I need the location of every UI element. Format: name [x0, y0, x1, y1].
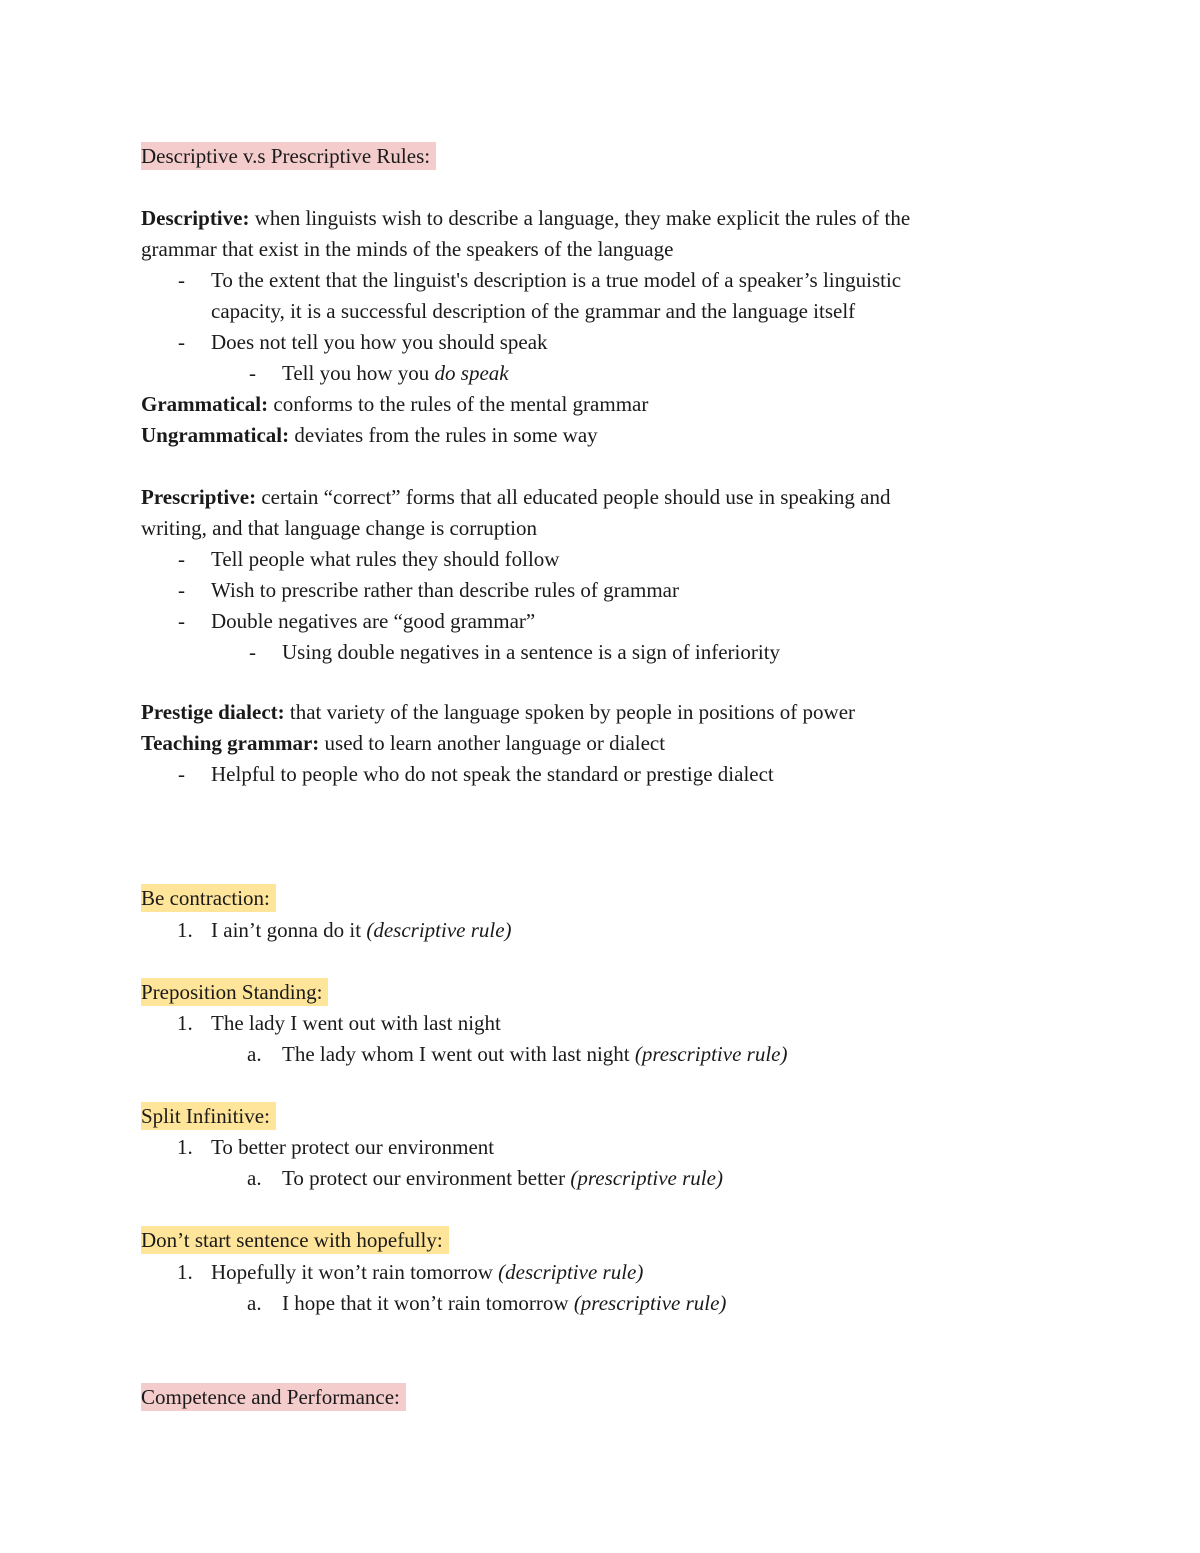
descriptive-bullet-1-line2: capacity, it is a successful description of the grammar and the language itself	[211, 299, 856, 323]
descriptive-def: when linguists wish to describe a language, they make explicit the rules of the	[249, 206, 911, 230]
prescriptive-bullet-1: Tell people what rules they should follow	[211, 547, 560, 571]
heading-highlight: Split Infinitive:	[141, 1102, 276, 1130]
example-text: To protect our environment better	[282, 1166, 571, 1190]
sub-bullet-dash: -	[249, 361, 256, 385]
bullet-dash: -	[178, 578, 185, 602]
teaching-grammar-definition	[141, 730, 665, 756]
grammatical-term: Grammatical:	[141, 392, 269, 416]
competence-performance-heading	[141, 1384, 406, 1410]
grammatical-def: conforms to the rules of the mental grammar	[268, 392, 649, 416]
sub-bullet-text: Tell you how you	[282, 361, 435, 385]
descriptive-definition-line1	[141, 205, 910, 231]
prescriptive-definition-line1	[141, 484, 890, 510]
sub-bullet-dash: -	[249, 640, 256, 664]
prescriptive-sub-bullet: Using double negatives in a sentence is a sign of inferiority	[282, 640, 781, 664]
list-number: 1.	[177, 1011, 193, 1035]
descriptive-bullet-1-line1: To the extent that the linguist's description is a true model of a speaker’s linguistic	[211, 268, 902, 292]
example-note: (prescriptive rule)	[573, 1291, 727, 1315]
heading-highlight: Don’t start sentence with hopefully:	[141, 1226, 449, 1254]
example-note: (descriptive rule)	[498, 1260, 644, 1284]
split-item: To better protect our environment	[211, 1135, 495, 1159]
ungrammatical-definition	[141, 422, 598, 448]
sub-bullet-italic: do speak	[434, 361, 509, 385]
prescriptive-bullet-3: Double negatives are “good grammar”	[211, 609, 536, 633]
descriptive-term: Descriptive:	[141, 206, 250, 230]
list-number: 1.	[177, 1135, 193, 1159]
hopefully-item	[211, 1259, 643, 1285]
example-note: (prescriptive rule)	[634, 1042, 788, 1066]
prescriptive-definition-line2: writing, and that language change is corruption	[141, 516, 537, 540]
hopefully-heading	[141, 1227, 449, 1253]
grammatical-definition	[141, 391, 648, 417]
example-text: Hopefully it won’t rain tomorrow	[211, 1260, 499, 1284]
example-note: (descriptive rule)	[366, 918, 512, 942]
bullet-dash: -	[178, 268, 185, 292]
bullet-dash: -	[178, 547, 185, 571]
example-note: (prescriptive rule)	[570, 1166, 723, 1190]
heading-highlight: Descriptive v.s Prescriptive Rules:	[141, 142, 436, 170]
heading-highlight: Competence and Performance:	[141, 1383, 406, 1411]
teaching-term: Teaching grammar:	[141, 731, 320, 755]
list-number: 1.	[177, 1260, 193, 1284]
hopefully-sub-item	[282, 1290, 726, 1316]
ungrammatical-def: deviates from the rules in some way	[289, 423, 598, 447]
teaching-def: used to learn another language or dialect	[319, 731, 666, 755]
section-heading-descriptive-prescriptive	[141, 143, 436, 169]
list-number: 1.	[177, 918, 193, 942]
descriptive-sub-bullet	[282, 360, 509, 386]
descriptive-bullet-2: Does not tell you how you should speak	[211, 330, 548, 354]
descriptive-definition-line2: grammar that exist in the minds of the speakers of the language	[141, 237, 674, 261]
teaching-bullet: Helpful to people who do not speak the standard or prestige dialect	[211, 762, 774, 786]
bullet-dash: -	[178, 609, 185, 633]
prescriptive-term: Prescriptive:	[141, 485, 257, 509]
list-letter: a.	[247, 1291, 262, 1315]
prestige-def: that variety of the language spoken by people in positions of power	[284, 700, 856, 724]
example-text: I hope that it won’t rain tomorrow	[282, 1291, 574, 1315]
heading-highlight: Be contraction:	[141, 884, 276, 912]
ungrammatical-term: Ungrammatical:	[141, 423, 290, 447]
bullet-dash: -	[178, 330, 185, 354]
list-letter: a.	[247, 1042, 262, 1066]
heading-highlight: Preposition Standing:	[141, 978, 328, 1006]
split-sub-item	[282, 1165, 723, 1191]
be-contraction-item	[211, 917, 512, 943]
example-text: The lady whom I went out with last night	[282, 1042, 635, 1066]
split-infinitive-heading	[141, 1103, 276, 1129]
prescriptive-bullet-2: Wish to prescribe rather than describe rules of grammar	[211, 578, 679, 602]
prestige-dialect-definition	[141, 699, 855, 725]
bullet-dash: -	[178, 762, 185, 786]
prescriptive-def: certain “correct” forms that all educated people should use in speaking and	[256, 485, 891, 509]
preposition-sub-item	[282, 1041, 787, 1067]
be-contraction-heading	[141, 885, 276, 911]
preposition-standing-heading	[141, 979, 328, 1005]
list-letter: a.	[247, 1166, 262, 1190]
prestige-term: Prestige dialect:	[141, 700, 285, 724]
preposition-item: The lady I went out with last night	[211, 1011, 501, 1035]
example-text: I ain’t gonna do it	[211, 918, 367, 942]
